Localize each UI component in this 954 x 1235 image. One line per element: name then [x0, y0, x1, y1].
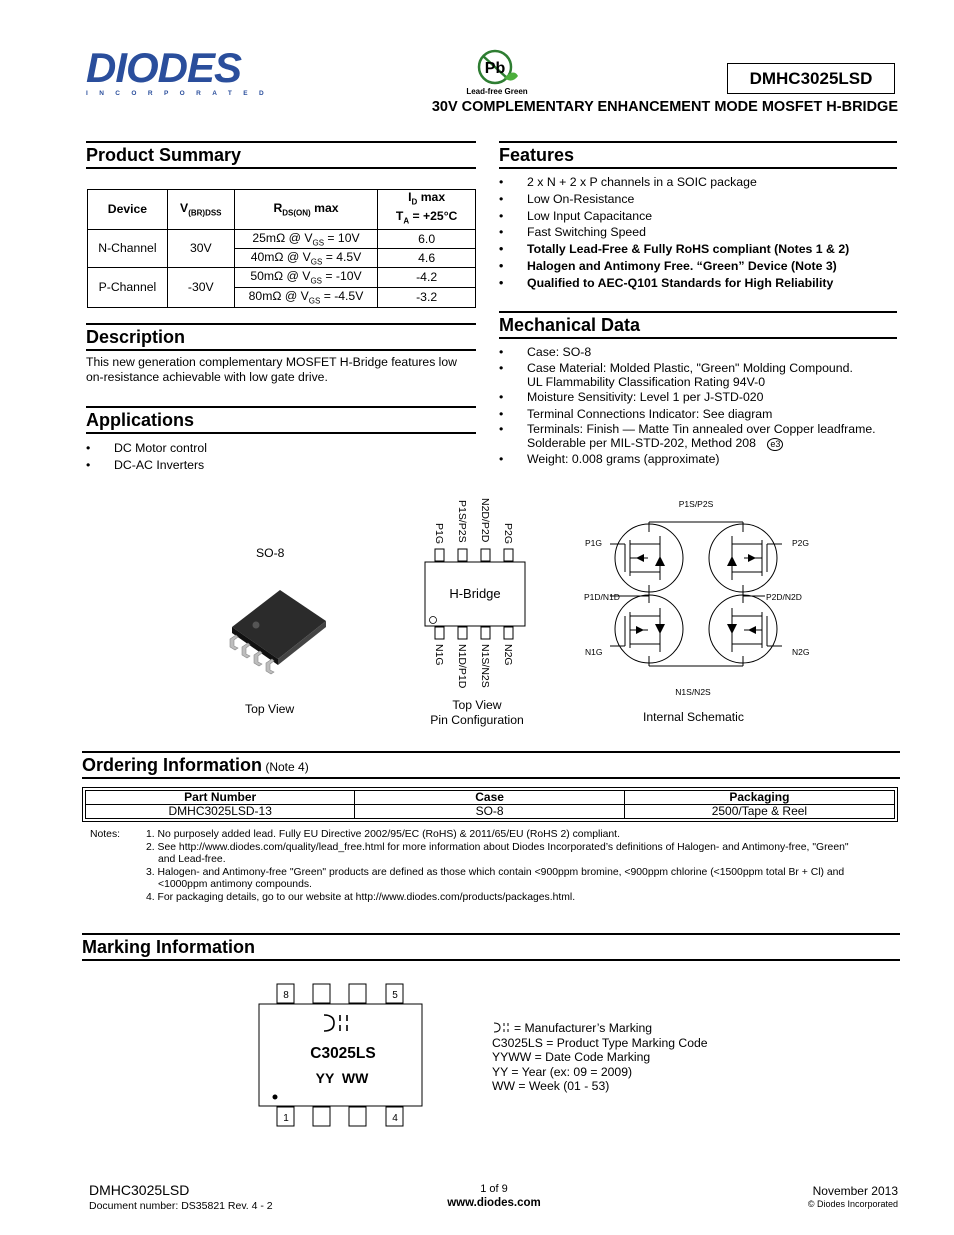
pin-label-top: N2D/P2D — [479, 498, 491, 543]
section-title: Ordering Information (Note 4) — [82, 755, 309, 775]
list-item: • DC-AC Inverters — [86, 457, 476, 474]
sch-label-top: P1S/P2S — [678, 499, 714, 509]
footer-date: November 2013 — [812, 1184, 898, 1198]
cell-device: P-Channel — [88, 267, 168, 307]
note-item: 3. Halogen- and Antimony-free "Green" products are defined as those which contain <900ppm bromine, <900ppm chlorine (<1500ppm total Br + Cl) and — [146, 866, 845, 878]
pin-label-top: P1G — [433, 523, 445, 545]
divider — [86, 349, 476, 351]
pin-1-label: 1 — [283, 1113, 289, 1124]
cell-device: N-Channel — [88, 229, 168, 267]
product-summary-table — [87, 189, 476, 308]
pin-4-label: 4 — [392, 1113, 398, 1124]
note-item: 1. No purposely added lead. Fully EU Directive 2002/95/EC (RoHS) & 2011/65/EU (RoHS 2) compliant. — [146, 829, 620, 840]
table-header-row — [86, 791, 895, 805]
footer-page-number: 1 of 9 — [480, 1183, 508, 1195]
pin-configuration-diagram — [420, 496, 532, 698]
notes-label: Notes: — [90, 829, 121, 840]
cell-part-number: DMHC3025LSD-13 — [86, 805, 355, 819]
list-item: • Terminal Connections Indicator: See diagram — [499, 406, 897, 423]
caption-line: Pin Configuration — [430, 712, 524, 727]
pin-label-bottom: N2G — [502, 644, 514, 666]
so8-topview-label: Top View — [245, 702, 295, 716]
sch-label-p1d: P1D/N1D — [584, 592, 620, 602]
divider — [82, 959, 900, 961]
footer-copyright: © Diodes Incorporated — [807, 1199, 898, 1209]
sch-label-p2g: P2G — [792, 538, 810, 548]
e3-mark-icon: e3 — [767, 438, 783, 451]
cell-rds: 40mΩ @ $V_{GS} = 4.5V$ — [234, 248, 378, 267]
pin-5-label: 5 — [392, 990, 398, 1001]
table-row — [88, 229, 476, 248]
list-item: • DC Motor control — [86, 440, 476, 457]
list-item: • Weight: 0.008 grams (approximate) — [499, 451, 897, 468]
legend-item: C3025LS = Product Type Marking Code — [492, 1035, 708, 1050]
marking-section — [82, 933, 900, 961]
cell-packaging: 2500/Tape & Reel — [624, 805, 894, 819]
cell-id: 4.6 — [378, 248, 476, 267]
header-part-number: Part Number — [86, 791, 355, 805]
list-item: • Totally Lead-Free & Fully RoHS compliant (Notes 1 & 2) — [499, 241, 897, 258]
list-item: • Qualified to AEC-Q101 Standards for High Reliability — [499, 275, 897, 292]
footer-document-number: Document number: DS35821 Rev. 4 - 2 — [89, 1200, 273, 1212]
document-subtitle: 30V COMPLEMENTARY ENHANCEMENT MODE MOSFET H-BRIDGE — [431, 99, 898, 115]
lead-free-green-icon — [474, 48, 520, 86]
pin-label-top: P2G — [502, 523, 514, 545]
svg-text:Pb: Pb — [484, 60, 506, 77]
features-section — [499, 141, 897, 292]
legend-item: WW = Week (01 - 53) — [492, 1079, 610, 1094]
note-item: <1000ppm antimony compounds. — [158, 879, 312, 891]
legend-item: = Manufacturer’s Marking — [492, 1021, 708, 1036]
hbridge-label: H-Bridge — [449, 586, 501, 601]
divider — [82, 777, 900, 779]
pin-label-top: P1S/P2S — [456, 500, 468, 543]
marking-legend — [492, 1021, 708, 1094]
cell-rds: 25mΩ @ $V_{GS} = 10V$ — [234, 229, 378, 248]
divider — [86, 167, 476, 169]
lead-free-badge — [462, 48, 532, 96]
cell-id: -3.2 — [378, 287, 476, 307]
mechanical-list — [499, 344, 897, 468]
section-title: Mechanical Data — [499, 315, 641, 335]
list-item: • Halogen and Antimony Free. “Green” Device (Note 3) — [499, 258, 897, 275]
pin-label-bottom: N1S/N2S — [479, 644, 491, 688]
so8-package-icon — [218, 585, 330, 680]
ordering-section — [82, 751, 900, 779]
legend-item: YYWW = Date Code Marking — [492, 1050, 651, 1065]
notes-list — [146, 829, 896, 905]
sch-label-n1g: N1G — [585, 647, 603, 657]
table-header-row — [88, 190, 476, 230]
product-summary-section — [86, 141, 476, 169]
note-item: 2. See http://www.diodes.com/quality/lead_free.html for more information about Diodes Incorporated’s definitions of Halogen- and Antimony-free, "Green" — [146, 841, 849, 853]
list-item: • Moisture Sensitivity: Level 1 per J-STD-020 — [499, 389, 897, 406]
applications-list — [86, 440, 476, 474]
description-text: This new generation complementary MOSFET H-Bridge features low on-resistance achievable with low gate drive. — [86, 355, 457, 384]
cell-id: 6.0 — [378, 229, 476, 248]
section-title: Product Summary — [86, 145, 242, 165]
header-id: $I_D$ max $T_A = +25^\circ C$ — [378, 190, 476, 230]
header-packaging: Packaging — [624, 791, 894, 805]
ordering-table-frame — [82, 787, 898, 822]
list-item: • Low Input Capacitance — [499, 208, 897, 225]
note-item: 4. For packaging details, go to our website at http://www.diodes.com/products/packages.html. — [146, 891, 576, 903]
section-title: Description — [86, 327, 186, 347]
date-code-marking: YY WW — [315, 1070, 369, 1086]
sch-label-n2g: N2G — [792, 647, 810, 657]
cell-case: SO-8 — [355, 805, 624, 819]
list-item: • Case: SO-8 — [499, 344, 897, 361]
section-title: Features — [499, 145, 575, 165]
so8-label: SO-8 — [256, 546, 285, 560]
applications-section — [86, 406, 476, 474]
note-item: and Lead-free. — [158, 854, 226, 866]
list-item: • 2 x N + 2 x P channels in a SOIC package — [499, 174, 897, 191]
list-item: • Fast Switching Speed — [499, 224, 897, 241]
ordering-table — [85, 790, 895, 819]
header-case: Case — [355, 791, 624, 805]
sch-label-p2d: P2D/N2D — [766, 592, 802, 602]
logo-subtext: INCORPORATED — [86, 90, 276, 97]
list-item: • Case Material: Molded Plastic, "Green" Molding Compound. UL Flammability Classification Rating 94V-0 — [499, 361, 897, 389]
cell-id: -4.2 — [378, 267, 476, 287]
pin-label-bottom: N1G — [433, 644, 445, 666]
sch-label-p1g: P1G — [585, 538, 603, 548]
list-item: • Terminals: Finish — Matte Tin annealed over Copper leadframe. Solderable per MIL-STD-202, Method 208 e3 — [499, 422, 897, 451]
lead-free-label: Lead-free Green — [466, 87, 528, 96]
features-list — [499, 174, 897, 292]
header-device: Device — [88, 190, 168, 230]
footer-website-link[interactable]: www.diodes.com — [447, 1197, 541, 1209]
cell-vbr: 30V — [167, 229, 234, 267]
pin-label-bottom: N1D/P1D — [456, 644, 468, 689]
pin-config-caption — [420, 698, 534, 727]
list-item: • Low On-Resistance — [499, 191, 897, 208]
description-section — [86, 323, 476, 384]
caption-line: Top View — [452, 698, 502, 712]
product-code-marking: C3025LS — [310, 1045, 376, 1062]
header-vbrdss: $V_{(BR)DSS}$ — [167, 190, 234, 230]
mechanical-data-section — [499, 311, 897, 468]
manufacturer-marking-icon — [492, 1022, 514, 1033]
sch-label-bottom: N1S/N2S — [675, 687, 711, 697]
marking-diagram — [256, 982, 426, 1128]
header-rdson: $R_{DS(ON)}$ max — [234, 190, 378, 230]
diodes-logo — [86, 44, 276, 97]
table-row — [88, 267, 476, 287]
section-title: Applications — [86, 410, 195, 430]
table-row — [86, 805, 895, 819]
logo-text: DIODES — [86, 44, 242, 91]
cell-vbr: -30V — [167, 267, 234, 307]
pin-8-label: 8 — [283, 990, 289, 1001]
schematic-caption: Internal Schematic — [643, 710, 744, 724]
cell-rds: 80mΩ @ $V_{GS} = -4.5V$ — [234, 287, 378, 307]
cell-rds: 50mΩ @ $V_{GS} = -10V$ — [234, 267, 378, 287]
internal-schematic-diagram — [580, 496, 820, 702]
legend-item: YY = Year (ex: 09 = 2009) — [492, 1064, 633, 1079]
divider — [499, 167, 897, 169]
part-number-box: DMHC3025LSD — [727, 63, 895, 94]
divider — [499, 337, 897, 339]
divider — [86, 432, 476, 434]
section-title: Marking Information — [82, 937, 256, 957]
footer-part-number: DMHC3025LSD — [89, 1182, 190, 1198]
